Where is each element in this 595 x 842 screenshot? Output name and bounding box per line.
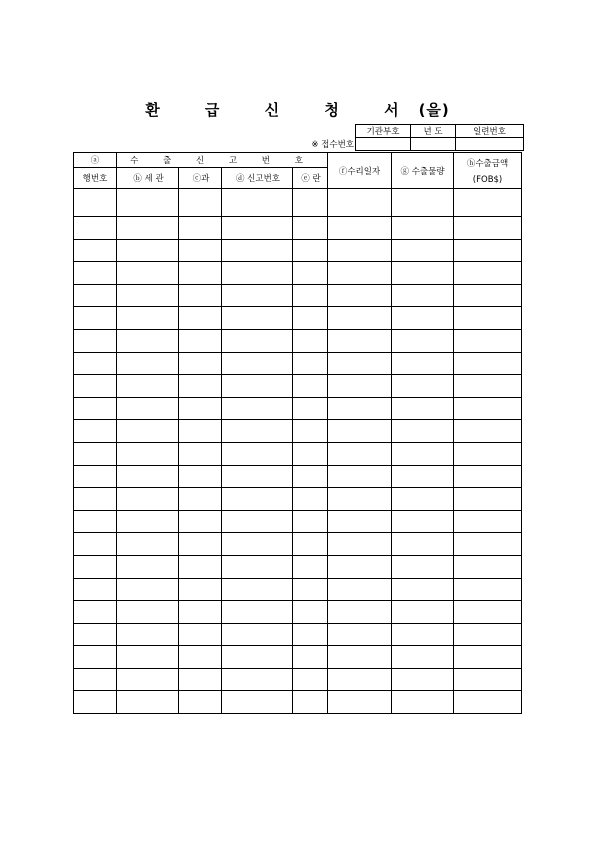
export-amount-cell[interactable] [454, 420, 522, 443]
row-number-cell[interactable] [74, 352, 117, 375]
line-cell[interactable] [293, 533, 328, 556]
declaration-number-cell[interactable] [222, 510, 293, 533]
acceptance-date-cell[interactable] [328, 397, 392, 420]
export-quantity-cell[interactable] [392, 488, 454, 511]
section-cell[interactable] [179, 691, 222, 714]
line-cell[interactable] [293, 307, 328, 330]
acceptance-date-cell[interactable] [328, 646, 392, 669]
export-quantity-cell[interactable] [392, 262, 454, 285]
declaration-number-cell[interactable] [222, 555, 293, 578]
export-amount-cell[interactable] [454, 555, 522, 578]
export-quantity-cell[interactable] [392, 668, 454, 691]
reception-number-label: ※ 접수번호 [311, 140, 354, 150]
export-amount-cell[interactable] [454, 646, 522, 669]
export-quantity-cell[interactable] [392, 510, 454, 533]
customs-cell[interactable] [117, 533, 179, 556]
declaration-number-cell[interactable] [222, 623, 293, 646]
customs-cell[interactable] [117, 329, 179, 352]
customs-cell[interactable] [117, 284, 179, 307]
line-cell[interactable] [293, 262, 328, 285]
section-cell[interactable] [179, 668, 222, 691]
export-amount-label: ⓗ수출금액 [466, 158, 509, 169]
table-row [74, 442, 522, 465]
row-number-cell[interactable] [74, 668, 117, 691]
export-quantity-cell[interactable] [392, 397, 454, 420]
section-cell[interactable] [179, 189, 222, 217]
row-number-mark: ⓐ [74, 153, 117, 168]
table-row [74, 578, 522, 601]
declaration-number-cell[interactable] [222, 533, 293, 556]
row-number-cell[interactable] [74, 465, 117, 488]
export-amount-header [454, 153, 522, 189]
section-cell[interactable] [179, 217, 222, 240]
acceptance-date-cell[interactable] [328, 488, 392, 511]
acceptance-date-cell[interactable] [328, 623, 392, 646]
acceptance-date-cell[interactable] [328, 329, 392, 352]
customs-cell[interactable] [117, 420, 179, 443]
export-amount-cell[interactable] [454, 442, 522, 465]
export-amount-cell[interactable] [454, 329, 522, 352]
table-row [74, 646, 522, 669]
customs-cell[interactable] [117, 578, 179, 601]
section-cell[interactable] [179, 510, 222, 533]
section-cell[interactable] [179, 375, 222, 398]
acceptance-date-cell[interactable] [328, 352, 392, 375]
customs-cell[interactable] [117, 691, 179, 714]
refund-table [73, 152, 522, 714]
agency-code-field[interactable] [356, 138, 411, 151]
form-title-suffix: (을) [418, 101, 450, 119]
acceptance-date-cell[interactable] [328, 533, 392, 556]
export-quantity-cell[interactable] [392, 601, 454, 624]
export-amount-unit: (FOB$) [472, 174, 503, 185]
declaration-number-cell[interactable] [222, 420, 293, 443]
row-number-cell[interactable] [74, 601, 117, 624]
export-amount-cell[interactable] [454, 623, 522, 646]
customs-cell[interactable] [117, 307, 179, 330]
declaration-number-cell[interactable] [222, 352, 293, 375]
acceptance-date-cell[interactable] [328, 510, 392, 533]
row-number-cell[interactable] [74, 329, 117, 352]
table-row [74, 510, 522, 533]
line-cell[interactable] [293, 239, 328, 262]
export-declaration-header: 수 출 신 고 번 호 [117, 153, 328, 168]
declaration-number-cell[interactable] [222, 375, 293, 398]
acceptance-date-cell[interactable] [328, 307, 392, 330]
row-number-cell[interactable] [74, 284, 117, 307]
table-row [74, 623, 522, 646]
customs-cell[interactable] [117, 601, 179, 624]
acceptance-date-cell[interactable] [328, 442, 392, 465]
line-cell[interactable] [293, 329, 328, 352]
row-number-header: 행번호 [74, 168, 117, 189]
export-quantity-cell[interactable] [392, 533, 454, 556]
section-cell[interactable] [179, 397, 222, 420]
export-amount-cell[interactable] [454, 691, 522, 714]
declaration-number-cell[interactable] [222, 397, 293, 420]
customs-cell[interactable] [117, 217, 179, 240]
table-row [74, 352, 522, 375]
row-number-cell[interactable] [74, 510, 117, 533]
customs-cell[interactable] [117, 510, 179, 533]
table-row [74, 189, 522, 217]
section-cell[interactable] [179, 488, 222, 511]
line-cell[interactable] [293, 668, 328, 691]
customs-cell[interactable] [117, 465, 179, 488]
acceptance-date-cell[interactable] [328, 668, 392, 691]
customs-cell[interactable] [117, 668, 179, 691]
line-cell[interactable] [293, 284, 328, 307]
declaration-number-cell[interactable] [222, 578, 293, 601]
customs-cell[interactable] [117, 488, 179, 511]
declaration-number-cell[interactable] [222, 488, 293, 511]
line-cell[interactable] [293, 488, 328, 511]
declaration-number-cell[interactable] [222, 329, 293, 352]
table-row [74, 284, 522, 307]
acceptance-date-cell[interactable] [328, 555, 392, 578]
line-cell[interactable] [293, 442, 328, 465]
table-row [74, 329, 522, 352]
year-header: 년 도 [411, 125, 456, 138]
export-quantity-cell[interactable] [392, 239, 454, 262]
row-number-cell[interactable] [74, 691, 117, 714]
export-amount-cell[interactable] [454, 578, 522, 601]
line-cell[interactable] [293, 352, 328, 375]
table-row [74, 465, 522, 488]
reception-number-box [287, 124, 524, 151]
table-row [74, 601, 522, 624]
row-number-cell[interactable] [74, 488, 117, 511]
row-number-cell[interactable] [74, 397, 117, 420]
export-amount-cell[interactable] [454, 375, 522, 398]
line-cell[interactable] [293, 465, 328, 488]
declaration-number-cell[interactable] [222, 217, 293, 240]
section-cell[interactable] [179, 465, 222, 488]
export-quantity-cell[interactable] [392, 307, 454, 330]
declaration-number-cell[interactable] [222, 284, 293, 307]
section-cell[interactable] [179, 307, 222, 330]
line-cell[interactable] [293, 623, 328, 646]
export-quantity-cell[interactable] [392, 555, 454, 578]
section-cell[interactable] [179, 555, 222, 578]
line-cell[interactable] [293, 510, 328, 533]
section-cell[interactable] [179, 284, 222, 307]
row-number-cell[interactable] [74, 375, 117, 398]
export-amount-cell[interactable] [454, 189, 522, 217]
customs-header: ⓑ 세 관 [117, 168, 179, 189]
acceptance-date-header: ⓕ수리일자 [328, 153, 392, 189]
section-header: ⓒ과 [179, 168, 222, 189]
form-title-main: 환 급 신 청 서 [145, 101, 419, 119]
table-row [74, 375, 522, 398]
acceptance-date-cell[interactable] [328, 420, 392, 443]
export-quantity-cell[interactable] [392, 329, 454, 352]
customs-cell[interactable] [117, 442, 179, 465]
line-cell[interactable] [293, 189, 328, 217]
line-cell[interactable] [293, 397, 328, 420]
declaration-number-cell[interactable] [222, 465, 293, 488]
declaration-number-cell[interactable] [222, 239, 293, 262]
declaration-number-header: ⓓ 신고번호 [222, 168, 293, 189]
declaration-number-cell[interactable] [222, 307, 293, 330]
export-quantity-cell[interactable] [392, 691, 454, 714]
export-quantity-cell[interactable] [392, 465, 454, 488]
export-quantity-cell[interactable] [392, 623, 454, 646]
export-amount-cell[interactable] [454, 510, 522, 533]
acceptance-date-cell[interactable] [328, 465, 392, 488]
export-quantity-cell[interactable] [392, 578, 454, 601]
export-quantity-cell[interactable] [392, 646, 454, 669]
export-quantity-cell[interactable] [392, 352, 454, 375]
table-row [74, 533, 522, 556]
line-cell[interactable] [293, 217, 328, 240]
agency-code-header: 기관부호 [356, 125, 411, 138]
serial-number-header: 일련번호 [456, 125, 524, 138]
line-cell[interactable] [293, 555, 328, 578]
acceptance-date-cell[interactable] [328, 189, 392, 217]
row-number-cell[interactable] [74, 217, 117, 240]
export-amount-cell[interactable] [454, 217, 522, 240]
row-number-cell[interactable] [74, 555, 117, 578]
table-row [74, 307, 522, 330]
export-amount-cell[interactable] [454, 465, 522, 488]
acceptance-date-cell[interactable] [328, 284, 392, 307]
acceptance-date-cell[interactable] [328, 578, 392, 601]
declaration-number-cell[interactable] [222, 442, 293, 465]
section-cell[interactable] [179, 601, 222, 624]
row-number-cell[interactable] [74, 420, 117, 443]
export-amount-cell[interactable] [454, 488, 522, 511]
line-cell[interactable] [293, 375, 328, 398]
row-number-cell[interactable] [74, 239, 117, 262]
table-row [74, 555, 522, 578]
customs-cell[interactable] [117, 262, 179, 285]
table-row [74, 262, 522, 285]
acceptance-date-cell[interactable] [328, 601, 392, 624]
table-row [74, 420, 522, 443]
table-row [74, 239, 522, 262]
customs-cell[interactable] [117, 239, 179, 262]
table-row [74, 668, 522, 691]
customs-cell[interactable] [117, 352, 179, 375]
table-row [74, 217, 522, 240]
row-number-cell[interactable] [74, 442, 117, 465]
export-quantity-cell[interactable] [392, 375, 454, 398]
export-amount-cell[interactable] [454, 352, 522, 375]
year-field[interactable] [411, 138, 456, 151]
section-cell[interactable] [179, 533, 222, 556]
acceptance-date-cell[interactable] [328, 375, 392, 398]
table-row [74, 691, 522, 714]
section-cell[interactable] [179, 623, 222, 646]
declaration-number-cell[interactable] [222, 601, 293, 624]
declaration-number-cell[interactable] [222, 262, 293, 285]
line-header: ⓔ 란 [293, 168, 328, 189]
declaration-number-cell[interactable] [222, 691, 293, 714]
export-quantity-cell[interactable] [392, 284, 454, 307]
customs-cell[interactable] [117, 189, 179, 217]
customs-cell[interactable] [117, 397, 179, 420]
row-number-cell[interactable] [74, 533, 117, 556]
section-cell[interactable] [179, 262, 222, 285]
row-number-cell[interactable] [74, 623, 117, 646]
export-amount-cell[interactable] [454, 239, 522, 262]
form-title [0, 99, 595, 120]
section-cell[interactable] [179, 578, 222, 601]
customs-cell[interactable] [117, 646, 179, 669]
export-amount-cell[interactable] [454, 397, 522, 420]
row-number-cell[interactable] [74, 307, 117, 330]
export-amount-cell[interactable] [454, 307, 522, 330]
acceptance-date-cell[interactable] [328, 239, 392, 262]
line-cell[interactable] [293, 601, 328, 624]
export-amount-cell[interactable] [454, 284, 522, 307]
row-number-cell[interactable] [74, 646, 117, 669]
customs-cell[interactable] [117, 375, 179, 398]
export-quantity-cell[interactable] [392, 442, 454, 465]
row-number-cell[interactable] [74, 578, 117, 601]
acceptance-date-cell[interactable] [328, 217, 392, 240]
export-amount-cell[interactable] [454, 601, 522, 624]
declaration-number-cell[interactable] [222, 668, 293, 691]
table-row [74, 397, 522, 420]
export-quantity-header: ⓖ 수출물량 [392, 153, 454, 189]
section-cell[interactable] [179, 352, 222, 375]
declaration-number-cell[interactable] [222, 646, 293, 669]
row-number-cell[interactable] [74, 262, 117, 285]
line-cell[interactable] [293, 691, 328, 714]
export-quantity-cell[interactable] [392, 420, 454, 443]
section-cell[interactable] [179, 442, 222, 465]
declaration-number-cell[interactable] [222, 189, 293, 217]
customs-cell[interactable] [117, 555, 179, 578]
section-cell[interactable] [179, 239, 222, 262]
line-cell[interactable] [293, 578, 328, 601]
section-cell[interactable] [179, 420, 222, 443]
export-amount-cell[interactable] [454, 533, 522, 556]
table-row [74, 488, 522, 511]
customs-cell[interactable] [117, 623, 179, 646]
export-amount-cell[interactable] [454, 668, 522, 691]
section-cell[interactable] [179, 646, 222, 669]
acceptance-date-cell[interactable] [328, 262, 392, 285]
export-quantity-cell[interactable] [392, 217, 454, 240]
row-number-cell[interactable] [74, 189, 117, 217]
export-quantity-cell[interactable] [392, 189, 454, 217]
serial-number-field[interactable] [456, 138, 524, 151]
section-cell[interactable] [179, 329, 222, 352]
line-cell[interactable] [293, 646, 328, 669]
acceptance-date-cell[interactable] [328, 691, 392, 714]
export-amount-cell[interactable] [454, 262, 522, 285]
line-cell[interactable] [293, 420, 328, 443]
